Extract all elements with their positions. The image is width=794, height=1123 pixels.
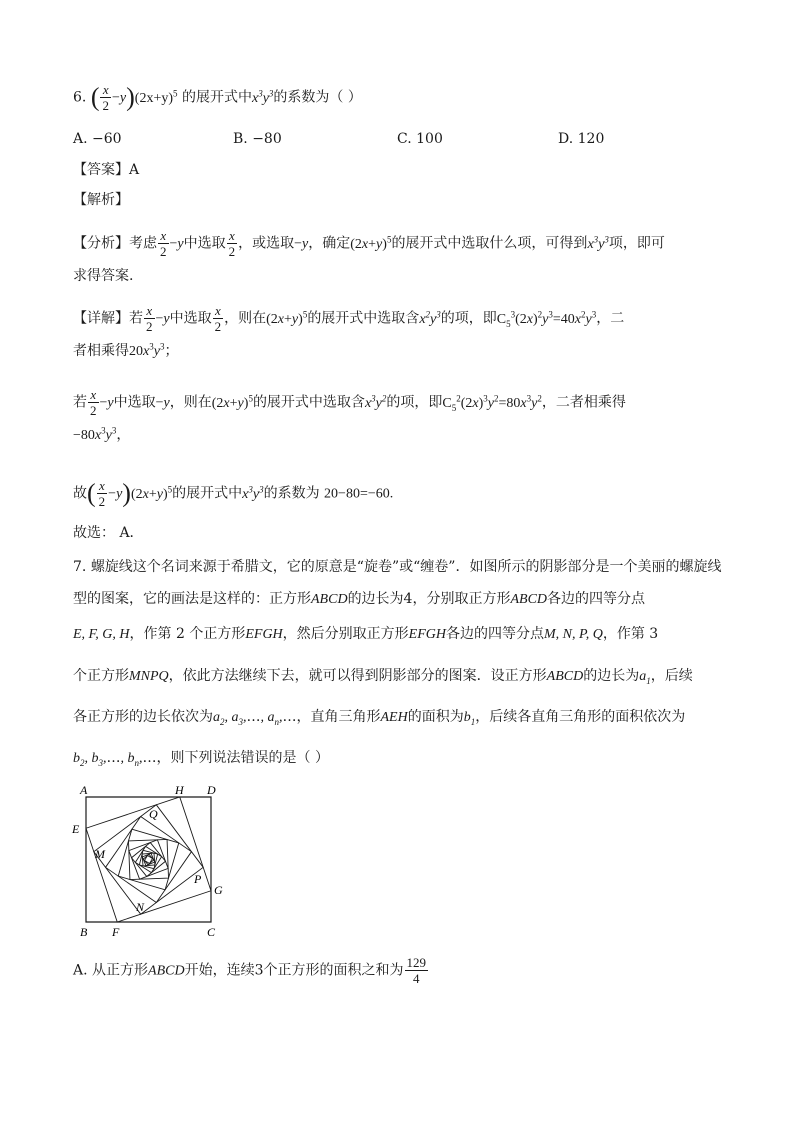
poly-2x-plus-y: $(2x+y)^5$ (134, 87, 178, 106)
spiral-square (135, 846, 161, 872)
q6-option-d: D. 120 (558, 131, 605, 147)
q7-line6: $b_2$, $b_3,\dots$, $b_n,\dots$，则下列说法错误的是（ ） (73, 750, 329, 768)
q6-choice: 故选： A． (73, 525, 144, 541)
label-C: C (207, 925, 216, 939)
spiral-square-figure (70, 780, 230, 944)
spiral-svg (70, 780, 230, 940)
q7-line5: 各正方形的边长依次为$a_2$, $a_3,\dots$, $a_n,\dots$，直角三角形AEH的面积为$b_1$，后续各直角三角形的面积依次为 (73, 709, 686, 727)
q6-xiangjie-line2: 者相乘得$20x^3y^3$； (73, 341, 179, 359)
label-P: P (194, 872, 202, 886)
label-M: M (95, 847, 105, 861)
q7-line3: E, F, G, H，作第 2 个正方形EFGH，然后分别取正方形EFGH各边的四等分点M, N, P, Q，作第 3 (73, 626, 659, 642)
q6-fenxi-line2: 求得答案. (73, 268, 134, 284)
q6-conclusion: 故( $\frac{x}{2}$ $-y)(2x+y)^5$的展开式中$x^3y^3$的系数为 20−80=−60. (73, 478, 394, 509)
label-F: F (112, 925, 120, 939)
label-A: A (80, 783, 88, 797)
spiral-square (94, 805, 203, 914)
q7-line4: 个正方形MNPQ，依此方法继续下去，就可以得到阴影部分的图案．设正方形ABCD的边长为$a_1$，后续 (73, 668, 693, 686)
label-N: N (136, 900, 145, 914)
spiral-square (106, 817, 192, 903)
label-Q: Q (149, 807, 158, 821)
spiral-square (128, 839, 168, 879)
label-B: B (80, 925, 88, 939)
q6-number: 6. (73, 89, 87, 106)
spiral-square (129, 840, 168, 879)
label-G: G (214, 883, 223, 897)
label-E: E (72, 822, 80, 836)
q6-option-b: B. −80 (233, 131, 282, 147)
q6-analysis-tag: 【解析】 (73, 192, 129, 208)
q7-line2: 型的图案，它的画法是这样的：正方形ABCD的边长为4，分别取正方形ABCD各边的四等分点 (73, 591, 646, 607)
q6-xiangjie-line4: $-80x^3y^3$， (73, 425, 131, 443)
label-H: H (175, 783, 184, 797)
spiral-square (118, 829, 179, 890)
q6-answer: 【答案】A (73, 162, 140, 178)
spiral-square (142, 853, 154, 865)
fraction-x-over-2: $\frac{x}{2}$ (102, 82, 109, 113)
q6-fenxi: 【分析】考虑 $\frac{x}{2}$ −y中选取 $\frac{x}{2}$ ，或选取−y，确定$(2x+y)^5$的展开式中选取什么项，可得到$x^3y^3$项，即可 (73, 228, 665, 259)
label-D: D (207, 783, 216, 797)
q6-option-c: C. 100 (397, 131, 443, 147)
q6-xiangjie-line3: 若 $\frac{x}{2}$ −y中选取−y，则在$(2x+y)^5$的展开式中选取含$x^3y^2$的项，即$C_5^2(2x)^3y^2=80x^3y^2$，二者相乘得 (73, 387, 626, 418)
q7-line1: 7. 螺旋线这个名词来源于希腊文，它的原意是“旋卷”或“缠卷”．如图所示的阴影部分是一个美丽的螺旋线 (73, 559, 722, 575)
q6-xiangjie: 【详解】若 $\frac{x}{2}$ −y中选取 $\frac{x}{2}$ ，则在$(2x+y)^5$的展开式中选取含$x^2y^3$的项，即$C_5^3(2x)^2y^3=40x^2y^3$，二 (73, 303, 625, 334)
q7-option-a: A. 从正方形ABCD开始，连续3个正方形的面积之和为 $\frac{129}{4}$ (73, 955, 426, 986)
q6-option-a: A. −60 (73, 131, 122, 147)
q6-stem: 6. ( $\frac{x}{2}$ $-y)(2x+y)^5$ 的展开式中$x^3y^3$的系数为（ ） (73, 82, 362, 113)
